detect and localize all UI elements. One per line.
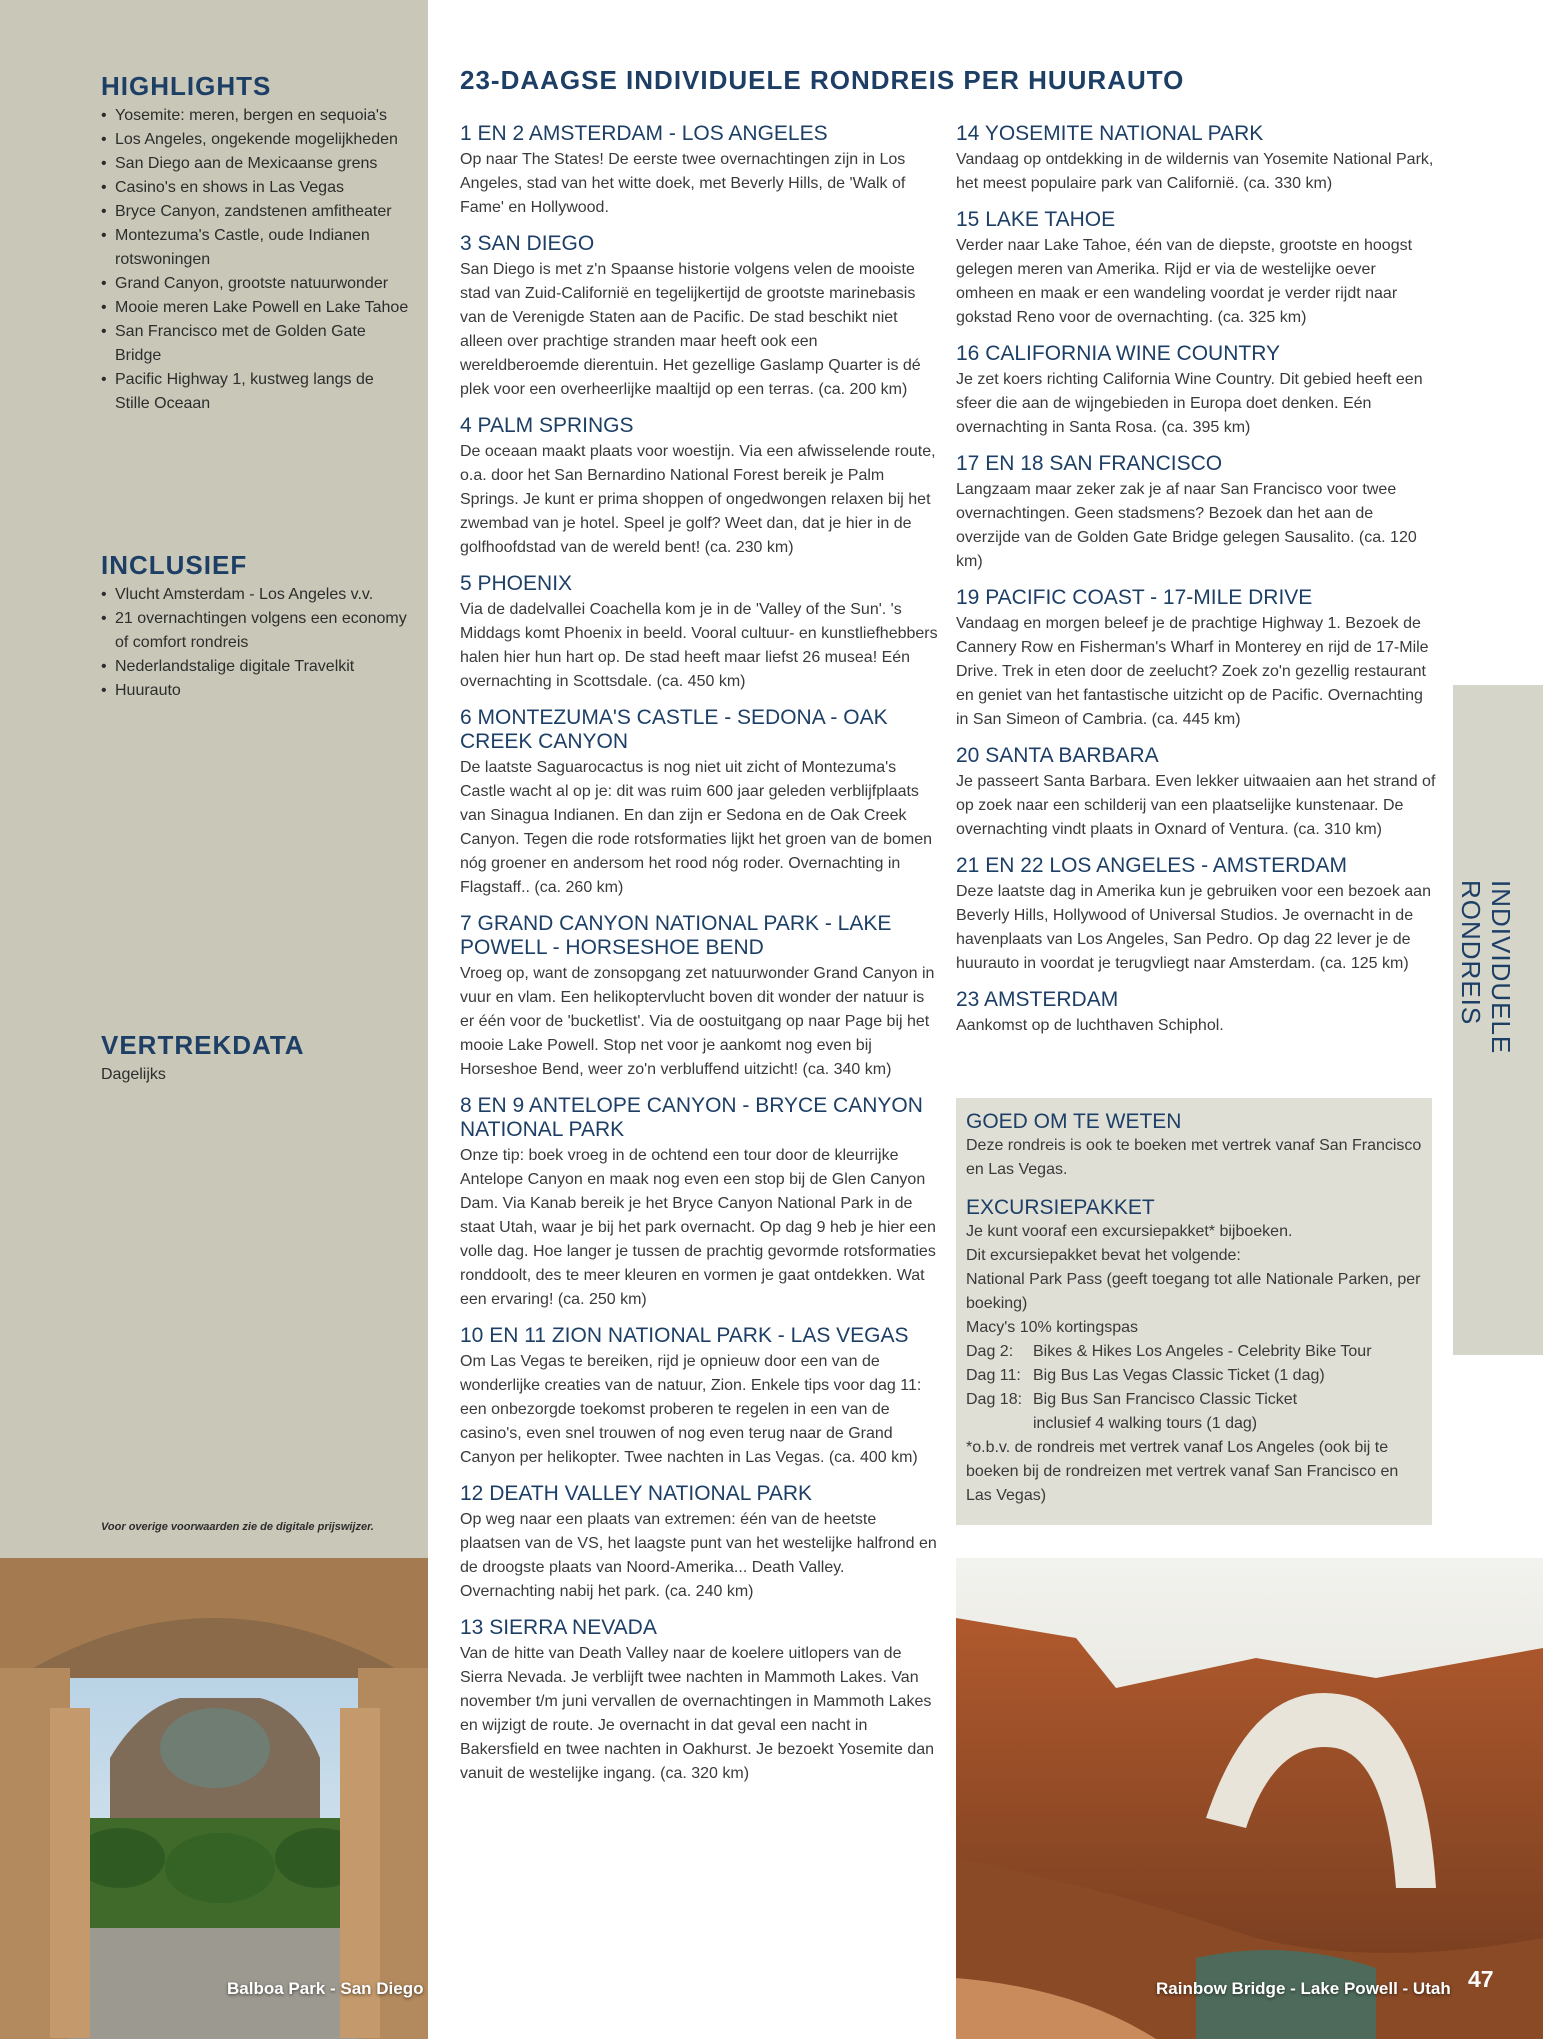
itinerary-day — [956, 988, 1436, 1038]
list-item: • Pacific Highway 1, kustweg langs de Stille Oceaan — [101, 368, 411, 416]
excursiepakket-line: National Park Pass (geeft toegang tot alle Nationale Parken, per boeking) — [966, 1271, 1421, 1312]
day-title: 7 GRAND CANYON NATIONAL PARK - LAKE POWELL - HORSESHOE BEND — [460, 912, 892, 959]
day-title: 21 EN 22 LOS ANGELES - AMSTERDAM — [956, 854, 1347, 877]
day-text: Vandaag op ontdekking in de wildernis van Yosemite National Park, het meest populaire park van Californië. (ca. 330 km) — [956, 151, 1434, 192]
itinerary-day — [460, 1482, 940, 1604]
list-item: • Mooie meren Lake Powell en Lake Tahoe — [101, 296, 411, 320]
rainbow-bridge-image — [956, 1558, 1543, 2039]
day-title: 8 EN 9 ANTELOPE CANYON - BRYCE CANYON NATIONAL PARK — [460, 1094, 923, 1141]
itinerary-day — [460, 706, 940, 900]
list-item: • Yosemite: meren, bergen en sequoia's — [101, 104, 411, 128]
inclusief-section — [101, 549, 411, 703]
list-item: • Montezuma's Castle, oude Indianen rotswoningen — [101, 224, 411, 272]
itinerary-day — [460, 1616, 940, 1786]
inclusief-list — [101, 583, 411, 703]
page-title: 23-DAAGSE INDIVIDUELE RONDREIS PER HUURAUTO — [460, 65, 1185, 95]
itinerary-day — [956, 342, 1436, 440]
day-text: Langzaam maar zeker zak je af naar San Francisco voor twee overnachtingen. Geen stadsmens? Bezoek dan het aan de overzijde van de Golden Gate Bridge gelegen Sausalito. (ca. 120 km) — [956, 481, 1417, 570]
vertrekdata-heading: VERTREKDATA — [101, 1030, 305, 1060]
day-text: San Diego is met z'n Spaanse historie volgens velen de mooiste stad van Zuid-Californië en tegelijkertijd de grootste marinebasis van de Verenigde Staten aan de Pacific. De stad beschikt niet alleen over prachtige stranden maar heeft ook een wereldberoemde dierentuin. Het gezellige Gaslamp Quarter is dé plek voor een overheerlijke maaltijd op een terras. (ca. 200 km) — [460, 261, 921, 398]
list-item: • Casino's en shows in Las Vegas — [101, 176, 411, 200]
excursion-day-text: Big Bus San Francisco Classic Ticket inclusief 4 walking tours (1 dag) — [1033, 1391, 1298, 1432]
day-title: 10 EN 11 ZION NATIONAL PARK - LAS VEGAS — [460, 1324, 909, 1347]
day-title: 1 EN 2 AMSTERDAM - LOS ANGELES — [460, 122, 828, 145]
balboa-park-image — [0, 1558, 428, 2039]
itinerary-day — [460, 1094, 940, 1312]
day-title: 14 YOSEMITE NATIONAL PARK — [956, 122, 1264, 145]
itinerary-day — [956, 208, 1436, 330]
list-item: • San Diego aan de Mexicaanse grens — [101, 152, 411, 176]
list-item: • 21 overnachtingen volgens een economy of comfort rondreis — [101, 607, 411, 655]
day-title: 19 PACIFIC COAST - 17-MILE DRIVE — [956, 586, 1313, 609]
day-text: De laatste Saguarocactus is nog niet uit zicht of Montezuma's Castle wacht al op je: dit was ruim 600 jaar geleden verblijfplaats van Sinagua Indianen. En dan zijn er Sedona en de Oak Creek Canyon. Tegen die rode rotsformaties lijkt het groen van de bomen nóg groener en andersom het rood nóg roder. Overnachting in Flagstaff.. (ca. 260 km) — [460, 759, 932, 896]
day-text: Van de hitte van Death Valley naar de koelere uitlopers van de Sierra Nevada. Je verblijft twee nachten in Mammoth Lakes. Van november t/m juni vervallen de overnachtingen in Mammoth Lakes en wijzigt de route. Je overnacht in dat geval een nacht in Bakersfield en twee nachten in Oakhurst. Je bezoekt Yosemite dan vanuit de westelijke ingang. (ca. 320 km) — [460, 1645, 935, 1782]
day-text: Via de dadelvallei Coachella kom je in de 'Valley of the Sun'. 's Middags komt Phoenix in beeld. Vooral cultuur- en kunstliefhebbers halen hier hun hart op. De stad heeft maar liefst 26 musea! Eén overnachting in Scottsdale. (ca. 450 km) — [460, 601, 938, 690]
itinerary-day — [460, 912, 940, 1082]
excursion-day-row — [966, 1364, 1426, 1388]
list-item: • Nederlandstalige digitale Travelkit — [101, 655, 411, 679]
day-title: 17 EN 18 SAN FRANCISCO — [956, 452, 1223, 475]
goed-om-te-weten-heading: GOED OM TE WETEN — [966, 1110, 1182, 1133]
itinerary-day — [956, 854, 1436, 976]
excursiepakket-intro: Dit excursiepakket bevat het volgende: — [966, 1247, 1241, 1264]
day-title: 23 AMSTERDAM — [956, 988, 1119, 1011]
day-text: Aankomst op de luchthaven Schiphol. — [956, 1017, 1224, 1034]
excursiepakket-heading: EXCURSIEPAKKET — [966, 1196, 1155, 1219]
list-item: • Bryce Canyon, zandstenen amfitheater — [101, 200, 411, 224]
excursion-day-text: Big Bus Las Vegas Classic Ticket (1 dag) — [1033, 1367, 1325, 1384]
day-title: 3 SAN DIEGO — [460, 232, 595, 255]
day-text: Vroeg op, want de zonsopgang zet natuurwonder Grand Canyon in vuur en vlam. Een helikoptervlucht boven dit wonder der natuur is er één voor de 'bucketlist'. Via de oostuitgang op naar Page bij het mooie Lake Powell. Stop net voor je aankomt nog even bij Horseshoe Bend, weer zo'n verbluffend uitzicht! (ca. 340 km) — [460, 965, 935, 1078]
excursion-day-label: Dag 11: — [966, 1367, 1021, 1384]
day-title: 6 MONTEZUMA'S CASTLE - SEDONA - OAK CREEK CANYON — [460, 706, 888, 753]
vertrekdata-section — [101, 1029, 411, 1087]
itinerary-column-right — [956, 122, 1436, 1038]
excursion-day-text: Bikes & Hikes Los Angeles - Celebrity Bike Tour — [1033, 1343, 1372, 1360]
day-text: Op naar The States! De eerste twee overnachtingen zijn in Los Angeles, stad van het witte doek, met Beverly Hills, de 'Walk of Fame' en Hollywood. — [460, 151, 906, 216]
excursiepakket-intro: Je kunt vooraf een excursiepakket* bijboeken. — [966, 1223, 1293, 1240]
itinerary-day — [460, 232, 940, 402]
day-title: 12 DEATH VALLEY NATIONAL PARK — [460, 1482, 813, 1505]
rainbow-bridge-photo — [956, 1558, 1543, 2039]
day-title: 4 PALM SPRINGS — [460, 414, 634, 437]
list-item: • Huurauto — [101, 679, 411, 703]
excursiepakket-note: *o.b.v. de rondreis met vertrek vanaf Los Angeles (ook bij te boeken bij de rondreizen met vertrek vanaf San Francisco en Las Vegas) — [966, 1439, 1399, 1504]
itinerary-day — [956, 452, 1436, 574]
conditions-footnote: Voor overige voorwaarden zie de digitale prijswijzer. — [101, 1521, 374, 1533]
excursion-day-row — [966, 1388, 1426, 1436]
excursion-day-row — [966, 1340, 1426, 1364]
day-text: Je zet koers richting California Wine Country. Dit gebied heeft een sfeer die aan de wijngebieden in Europa doet denken. Eén overnachting in Santa Rosa. (ca. 395 km) — [956, 371, 1423, 436]
day-title: 5 PHOENIX — [460, 572, 573, 595]
rainbow-bridge-caption: Rainbow Bridge - Lake Powell - Utah — [1156, 1979, 1451, 1998]
section-tab-label: INDIVIDUELE RONDREIS — [1456, 880, 1516, 1055]
info-box — [956, 1098, 1432, 1525]
excursion-day-label: Dag 18: — [966, 1391, 1023, 1408]
day-text: Op weg naar een plaats van extremen: één van de heetste plaatsen van de VS, het laagste punt van het westelijke halfrond en de droogste plaats van Noord-Amerika... Death Valley. Overnachting nabij het park. (ca. 240 km) — [460, 1511, 937, 1600]
day-text: Deze laatste dag in Amerika kun je gebruiken voor een bezoek aan Beverly Hills, Hollywood of Universal Studios. Je overnacht in de havenplaats van Los Angeles, San Pedro. Op dag 22 lever je de huurauto in voordat je terugvliegt naar Amsterdam. (ca. 125 km) — [956, 883, 1431, 972]
list-item: • Vlucht Amsterdam - Los Angeles v.v. — [101, 583, 411, 607]
day-text: Onze tip: boek vroeg in de ochtend een tour door de kleurrijke Antelope Canyon en maak nog even een stop bij de Glen Canyon Dam. Via Kanab bereik je het Bryce Canyon National Park in de staat Utah, waar je bij het park overnacht. Op dag 9 heb je hier een volle dag. Hoe langer je tussen de prachtig gevormde rotsformaties ronddoolt, des te meer kleuren en vormen je gaat ontdekken. Wat een ervaring! (ca. 250 km) — [460, 1147, 936, 1308]
day-title: 16 CALIFORNIA WINE COUNTRY — [956, 342, 1281, 365]
highlights-section — [101, 70, 411, 416]
inclusief-heading: INCLUSIEF — [101, 550, 248, 580]
highlights-list — [101, 104, 411, 416]
day-title: 13 SIERRA NEVADA — [460, 1616, 657, 1639]
balboa-park-photo — [0, 1558, 428, 2039]
day-text: Vandaag en morgen beleef je de prachtige Highway 1. Bezoek de Cannery Row en Fisherman's Wharf in Monterey en rijd de 17-Mile Drive. Trek in eten door de zeelucht? Zoek zo'n gezellig restaurant en geniet van het fantastische uitzicht op de Pacific. Overnachting in San Simeon of Cambria. (ca. 445 km) — [956, 615, 1429, 728]
itinerary-day — [460, 1324, 940, 1470]
day-text: De oceaan maakt plaats voor woestijn. Via een afwisselende route, o.a. door het San Bernardino National Forest bereik je Palm Springs. Je kunt er prima shoppen of ongedwongen relaxen bij het zwembad van je hotel. Speel je golf? Weet dan, dat je hier in de golfhoofdstad van de wereld bent! (ca. 230 km) — [460, 443, 936, 556]
day-text: Verder naar Lake Tahoe, één van de diepste, grootste en hoogst gelegen meren van Amerika. Rijd er via de westelijke oever omheen en maak er een wandeling voordat je verder rijdt naar gokstad Reno voor de overnachting. (ca. 325 km) — [956, 237, 1413, 326]
itinerary-column-left — [460, 122, 940, 1786]
itinerary-day — [460, 572, 940, 694]
excursion-day-label: Dag 2: — [966, 1343, 1014, 1360]
list-item: • Grand Canyon, grootste natuurwonder — [101, 272, 411, 296]
day-title: 15 LAKE TAHOE — [956, 208, 1116, 231]
list-item: • Los Angeles, ongekende mogelijkheden — [101, 128, 411, 152]
itinerary-day — [460, 414, 940, 560]
goed-om-te-weten-text: Deze rondreis is ook te boeken met vertrek vanaf San Francisco en Las Vegas. — [966, 1137, 1422, 1178]
itinerary-day — [460, 122, 940, 220]
balboa-park-caption: Balboa Park - San Diego — [227, 1979, 424, 1998]
day-title: 20 SANTA BARBARA — [956, 744, 1159, 767]
excursiepakket-line: Macy's 10% kortingspas — [966, 1319, 1139, 1336]
day-text: Je passeert Santa Barbara. Even lekker uitwaaien aan het strand of op zoek naar een schilderij van een plaatselijke kunstenaar. De overnachting vindt plaats in Oxnard of Ventura. (ca. 310 km) — [956, 773, 1436, 838]
vertrekdata-text: Dagelijks — [101, 1066, 166, 1083]
page-number: 47 — [1468, 1966, 1494, 1992]
day-text: Om Las Vegas te bereiken, rijd je opnieuw door een van de wonderlijke creaties van de natuur, Zion. Enkele tips voor dag 11: een onbezorgde toekomst proberen te regelen in een van de casino's, even snel trouwen of nog even terug naar de Grand Canyon per helikopter. Twee nachten in Las Vegas. (ca. 400 km) — [460, 1353, 922, 1466]
itinerary-day — [956, 744, 1436, 842]
itinerary-day — [956, 122, 1436, 196]
itinerary-day — [956, 586, 1436, 732]
list-item: • San Francisco met de Golden Gate Bridge — [101, 320, 411, 368]
highlights-heading: HIGHLIGHTS — [101, 71, 272, 101]
